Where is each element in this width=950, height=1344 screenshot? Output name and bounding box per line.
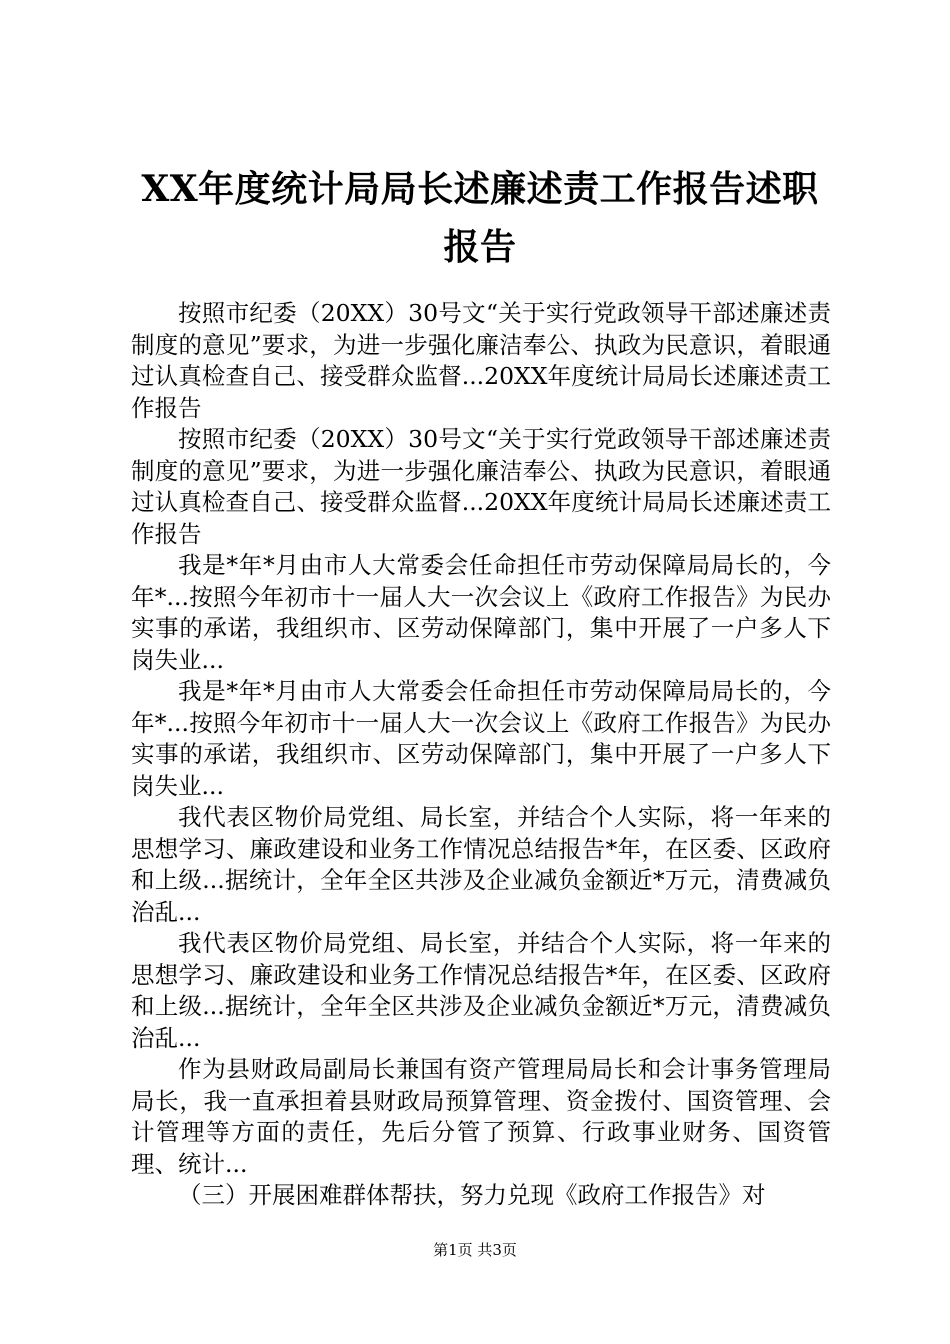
document-body <box>131 298 831 1212</box>
document-title: XX年度统计局局长述廉述责工作报告述职报告 <box>141 168 819 268</box>
paragraph: 作为县财政局副局长兼国有资产管理局局长和会计事务管理局局长，我一直承担着县财政局预算管理、资金拨付、国资管理、会计管理等方面的责任，先后分管了预算、行政事业财务、国资管理、统计... <box>131 1055 831 1178</box>
paragraph: 我代表区物价局党组、局长室，并结合个人实际，将一年来的思想学习、廉政建设和业务工作情况总结报告*年，在区委、区政府和上级...据统计，全年全区共涉及企业减负金额近*万元，清费减负治乱... <box>131 803 831 926</box>
paragraph: 按照市纪委（20XX）30号文“关于实行党政领导干部述廉述责制度的意见”要求，为进一步强化廉洁奉公、执政为民意识，着眼通过认真检查自己、接受群众监督...20XX年度统计局局长述廉述责工作报告 <box>131 299 831 422</box>
paragraph: 我代表区物价局党组、局长室，并结合个人实际，将一年来的思想学习、廉政建设和业务工作情况总结报告*年，在区委、区政府和上级...据统计，全年全区共涉及企业减负金额近*万元，清费减负治乱... <box>131 929 831 1052</box>
page-number-footer: 第1页 共3页 <box>433 1241 517 1259</box>
paragraph: 按照市纪委（20XX）30号文“关于实行党政领导干部述廉述责制度的意见”要求，为进一步强化廉洁奉公、执政为民意识，着眼通过认真检查自己、接受群众监督...20XX年度统计局局长述廉述责工作报告 <box>131 425 831 548</box>
paragraph: 我是*年*月由市人大常委会任命担任市劳动保障局局长的，今年*...按照今年初市十一届人大一次会议上《政府工作报告》为民办实事的承诺，我组织市、区劳动保障部门，集中开展了一户多人下岗失业... <box>131 677 831 800</box>
paragraph: 我是*年*月由市人大常委会任命担任市劳动保障局局长的，今年*...按照今年初市十一届人大一次会议上《政府工作报告》为民办实事的承诺，我组织市、区劳动保障部门，集中开展了一户多人下岗失业... <box>131 551 831 674</box>
paragraph: （三）开展困难群体帮扶，努力兑现《政府工作报告》对 <box>178 1181 766 1209</box>
